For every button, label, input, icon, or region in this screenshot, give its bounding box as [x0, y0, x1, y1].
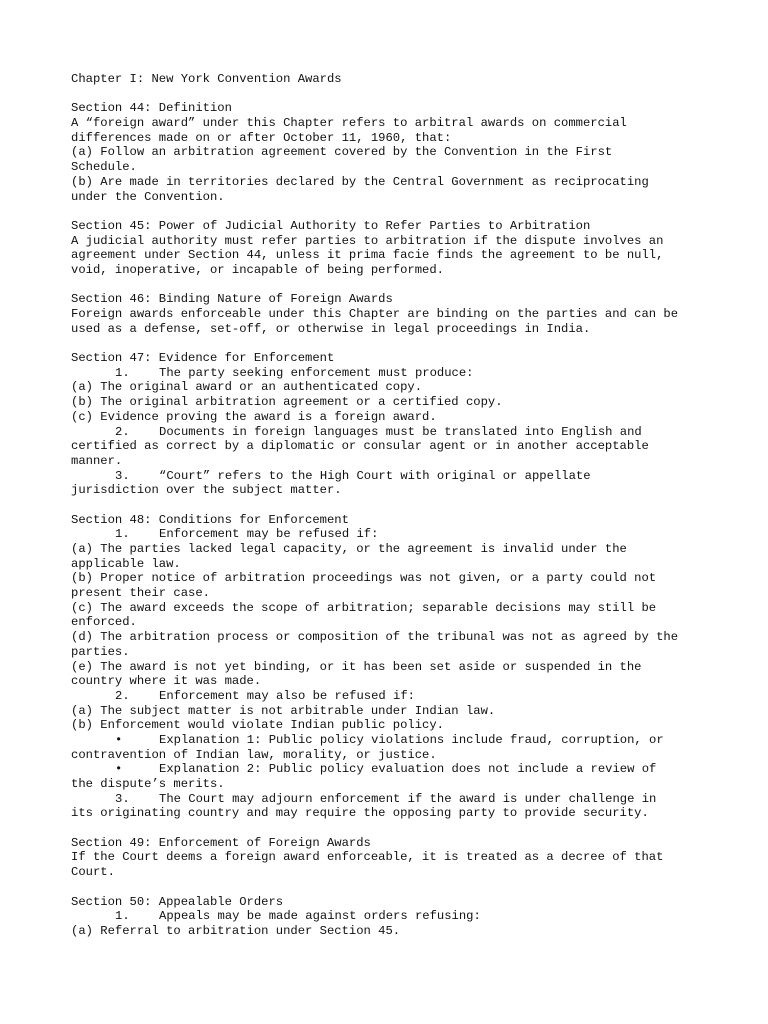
- list-marker: •: [115, 732, 123, 747]
- list-item-text: Documents in foreign languages must be translated into English and: [159, 424, 642, 439]
- section-heading: Section 50: Appealable Orders: [71, 894, 284, 909]
- list-marker: 1.: [115, 527, 130, 542]
- section-text-line: (b) The original arbitration agreement or a certified copy.: [71, 395, 503, 410]
- section-heading: Section 45: Power of Judicial Authority to Refer Parties to Arbitration: [71, 218, 591, 233]
- section-text-line: If the Court deems a foreign award enforceable, it is treated as a decree of that: [71, 850, 664, 865]
- section-block: [71, 895, 711, 939]
- list-marker: 3.: [115, 791, 130, 806]
- list-item-text: The party seeking enforcement must produce:: [159, 365, 474, 380]
- section-text-line: manner.: [71, 453, 123, 468]
- list-marker: •: [115, 762, 123, 777]
- list-item: [71, 733, 711, 748]
- section-text-line: country where it was made.: [71, 674, 262, 689]
- list-item-text: Appeals may be made against orders refusing:: [159, 909, 481, 924]
- section-text-line: Foreign awards enforceable under this Chapter are binding on the parties and can be: [71, 307, 679, 321]
- section-text-line: A judicial authority must refer parties to arbitration if the dispute involves an: [71, 233, 664, 248]
- section-heading: Section 48: Conditions for Enforcement: [71, 512, 349, 527]
- list-marker: 2.: [115, 424, 130, 439]
- section-text-line: A “foreign award” under this Chapter refers to arbitral awards on commercial: [71, 116, 627, 131]
- section-text-line: Court.: [71, 865, 115, 880]
- list-item-text: Explanation 2: Public policy evaluation does not include a review of: [159, 762, 657, 777]
- spacer: [71, 498, 711, 513]
- chapter-title: Chapter I: New York Convention Awards: [71, 72, 342, 86]
- list-marker: 1.: [115, 365, 130, 380]
- section-heading: Section 44: Definition: [71, 101, 232, 116]
- section-text-line: (c) The award exceeds the scope of arbitration; separable decisions may still be: [71, 600, 657, 615]
- section-text-line: certified as correct by a diplomatic or consular agent or in another acceptable: [71, 439, 649, 454]
- spacer: [71, 336, 711, 351]
- list-item: [71, 527, 711, 542]
- section-block: [71, 219, 711, 292]
- document-page: [71, 72, 711, 939]
- section-heading: Section 49: Enforcement of Foreign Awards: [71, 835, 371, 850]
- list-item-text: The Court may adjourn enforcement if the award is under challenge in: [159, 791, 657, 806]
- section-text-line: parties.: [71, 644, 130, 659]
- section-text-line: its originating country and may require the opposing party to provide security.: [71, 806, 649, 821]
- spacer: [71, 821, 711, 836]
- section-block: [71, 101, 711, 219]
- section-text-line: (d) The arbitration process or composition of the tribunal was not as agreed by the: [71, 630, 679, 645]
- list-item-text: Enforcement may be refused if:: [159, 527, 379, 542]
- section-text-line: (e) The award is not yet binding, or it has been set aside or suspended in the: [71, 659, 642, 674]
- spacer: [71, 204, 711, 219]
- list-item-text: Enforcement may also be refused if:: [159, 688, 415, 703]
- section-text-line: (a) The parties lacked legal capacity, or the agreement is invalid under the: [71, 542, 627, 556]
- section-block: [71, 836, 711, 895]
- section-text-line: (b) Proper notice of arbitration proceedings was not given, or a party could not: [71, 571, 657, 586]
- section-text-line: (a) The subject matter is not arbitrable under Indian law.: [71, 703, 496, 718]
- section-text-line: (a) The original award or an authenticated copy.: [71, 380, 423, 395]
- section-text-line: under the Convention.: [71, 189, 225, 204]
- sections-container: [71, 101, 711, 938]
- list-marker: 3.: [115, 468, 130, 483]
- section-text-line: (a) Referral to arbitration under Section 45.: [71, 923, 401, 938]
- list-item: [71, 762, 711, 777]
- section-text-line: present their case.: [71, 586, 210, 601]
- section-heading: Section 46: Binding Nature of Foreign Awards: [71, 292, 393, 307]
- section-heading: Section 47: Evidence for Enforcement: [71, 351, 335, 366]
- list-item-text: Explanation 1: Public policy violations include fraud, corruption, or: [159, 732, 664, 747]
- list-item: [71, 469, 711, 484]
- section-text-line: applicable law.: [71, 556, 181, 571]
- list-item: [71, 909, 711, 924]
- section-text-line: jurisdiction over the subject matter.: [71, 483, 342, 498]
- section-text-line: differences made on or after October 11, 1960, that:: [71, 130, 452, 145]
- section-text-line: (a) Follow an arbitration agreement covered by the Convention in the First: [71, 145, 613, 160]
- spacer: [71, 278, 711, 293]
- section-text-line: Schedule.: [71, 160, 137, 175]
- list-item: [71, 425, 711, 440]
- spacer: [71, 87, 711, 102]
- section-text-line: void, inoperative, or incapable of being performed.: [71, 262, 444, 277]
- section-text-line: contravention of Indian law, morality, or justice.: [71, 747, 437, 762]
- section-text-line: (b) Enforcement would violate Indian public policy.: [71, 718, 444, 733]
- list-item: [71, 689, 711, 704]
- list-item-text: “Court” refers to the High Court with original or appellate: [159, 468, 591, 483]
- section-block: [71, 292, 711, 351]
- section-block: [71, 513, 711, 836]
- section-text-line: agreement under Section 44, unless it prima facie finds the agreement to be null,: [71, 248, 664, 263]
- list-item: [71, 792, 711, 807]
- list-marker: 1.: [115, 909, 130, 924]
- list-item: [71, 366, 711, 381]
- section-text-line: (c) Evidence proving the award is a foreign award.: [71, 409, 437, 424]
- section-block: [71, 351, 711, 513]
- spacer: [71, 880, 711, 895]
- section-text-line: (b) Are made in territories declared by the Central Government as reciprocating: [71, 174, 649, 189]
- section-text-line: enforced.: [71, 615, 137, 630]
- section-text-line: used as a defense, set-off, or otherwise in legal proceedings in India.: [71, 321, 591, 336]
- list-marker: 2.: [115, 688, 130, 703]
- section-text-line: the dispute’s merits.: [71, 777, 225, 791]
